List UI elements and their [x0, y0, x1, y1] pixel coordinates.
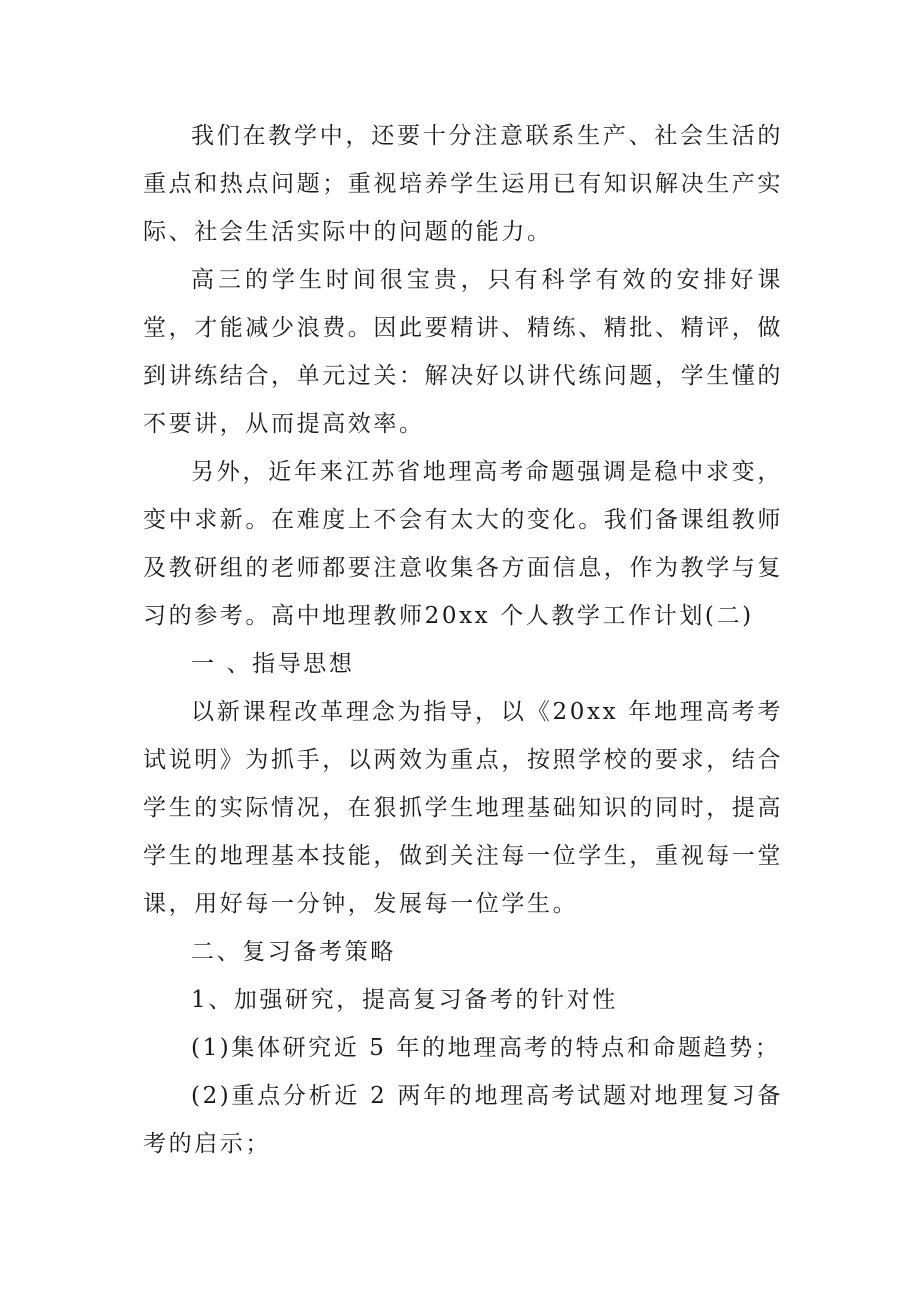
paragraph-guiding-thought: 以新课程改革理念为指导，以《20xx 年地理高考考试说明》为抓手，以两效为重点，按照学校的要求，结合学生的实际情况，在狠抓学生地理基础知识的同时，提高学生的地理基本技能，做到关注每一位学生，重视每一堂课，用好每一分钟，发展每一位学生。	[143, 699, 783, 917]
list-item-1: (1)集体研究近 5 年的地理高考的特点和命题趋势；	[191, 1035, 781, 1061]
heading-guiding-thought: 一 、指导思想	[191, 651, 355, 677]
list-item-2: (2)重点分析近 2 两年的地理高考试题对地理复习备考的启示；	[143, 1083, 783, 1157]
subheading-research: 1、加强研究，提高复习备考的针对性	[191, 987, 618, 1013]
paragraph-teaching-focus: 我们在教学中，还要十分注意联系生产、社会生活的重点和热点问题；重视培养学生运用已有知识解决生产实际、社会生活实际中的问题的能力。	[143, 123, 783, 245]
paragraph-class-efficiency: 高三的学生时间很宝贵，只有科学有效的安排好课堂，才能减少浪费。因此要精讲、精练、精批、精评，做到讲练结合，单元过关：解决好以讲代练问题，学生懂的不要讲，从而提高效率。	[143, 267, 783, 437]
paragraph-exam-trend: 另外，近年来江苏省地理高考命题强调是稳中求变，变中求新。在难度上不会有太大的变化。我们备课组教师及教研组的老师都要注意收集各方面信息，作为教学与复习的参考。高中地理教师20xx 个人教学工作计划(二)	[143, 459, 783, 629]
document-body	[143, 112, 783, 1168]
heading-review-strategy: 二、复习备考策略	[191, 939, 396, 965]
